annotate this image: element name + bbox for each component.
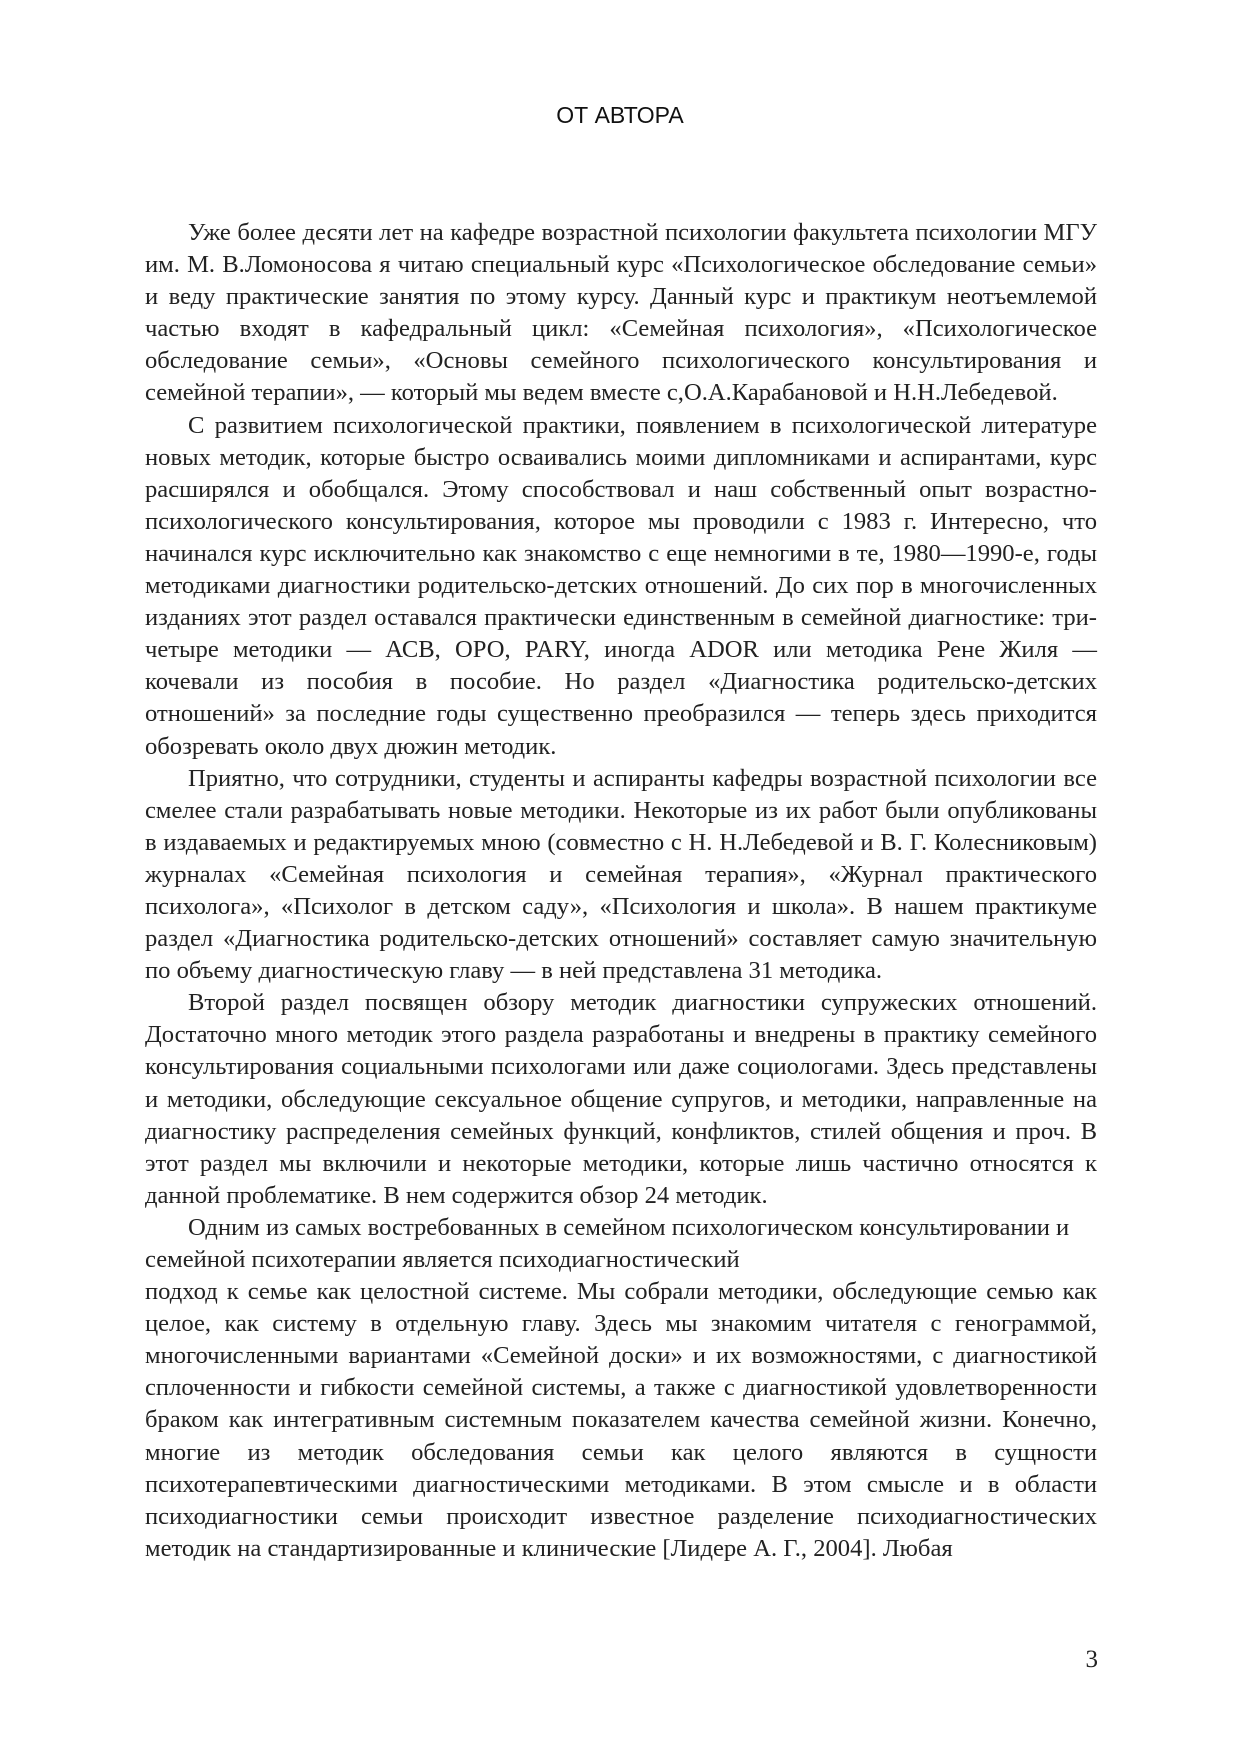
paragraph-1: Уже более десяти лет на кафедре возрастной психологии факультета психологии МГУ им. М. В.Ломоносова я читаю специальный курс «Психологическое обследование семьи» и веду практические занятия по этому курсу. Данный курс и практикум неотъемлемой частью входят в кафедральный цикл: «Семейная психология», «Психологическое обследование семьи», «Основы семейного психологического консультирования и семейной терапии», — который мы ведем вместе с,О.А.Карабановой и Н.Н.Лебедевой. xyxy=(145,219,1097,407)
paragraph-2: С развитием психологической практики, появлением в психологической литературе новых методик, которые быстро осваивались моими дипломниками и аспирантами, курс расширялся и обобщался. Этому способствовал и наш собственный опыт возрастно-психологического консультирования, которое мы проводили с 1983 г. Интересно, что начинался курс исключительно как знакомство с еще немногими в те, 1980—1990-е, годы методиками диагностики родительско-детских отношений. До сих пор в многочисленных изданиях этот раздел оставался практически единственным в семейной диагностике: три-четыре методики — АСВ, ОРО, PARY, иногда ADOR или методика Рене Жиля — кочевали из пособия в пособие. Но раздел «Диагностика родительско-детских отношений» за последние годы существенно преобразился — теперь здесь приходится обозревать около двух дюжин методик. xyxy=(145,411,1097,760)
paragraph-6: подход к семье как целостной системе. Мы собрали методики, обследующие семью как целое, как систему в отдельную главу. Здесь мы знакомим читателя с генограммой, многочисленными вариантами «Семейной доски» и их возможностями, с диагностикой сплоченности и гибкости семейной системы, а также с диагностикой удовлетворенности браком как интегративным системным показателем качества семейной жизни. Конечно, многие из методик обследования семьи как целого являются в сущности психотерапевтическими диагностическими методиками. В этом смысле и в области психодиагностики семьи происходит известное разделение психодиагностических методик на стандартизированные и клинические [Лидере А. Г., 2004]. Любая xyxy=(145,1278,1097,1562)
section-title: ОТ АВТОРА xyxy=(556,102,684,128)
page-number: 3 xyxy=(1085,1646,1098,1673)
body-text xyxy=(145,217,1097,1565)
paragraph-3: Приятно, что сотрудники, студенты и аспиранты кафедры возрастной психологии все смелее стали разрабатывать новые методики. Некоторые из их работ были опубликованы в издаваемых и редактируемых мною (совместно с Н. Н.Лебедевой и В. Г. Колесниковым) журналах «Семейная психология и семейная терапия», «Журнал практического психолога», «Психолог в детском саду», «Психология и школа». В нашем практикуме раздел «Диагностика родительско-детских отношений» составляет самую значительную по объему диагностическую главу — в ней представлена 31 методика. xyxy=(145,764,1097,985)
paragraph-5: Одним из самых востребованных в семейном психологическом консультировании и семейной психотерапии является психодиагностический xyxy=(145,1213,1070,1273)
paragraph-4: Второй раздел посвящен обзору методик диагностики супружеских отношений. Достаточно много методик этого раздела разработаны и внедрены в практику семейного консультирования социальными психологами или даже социологами. Здесь представлены и методики, обследующие сексуальное общение супругов, и методики, направленные на диагностику распределения семейных функций, конфликтов, стилей общения и проч. В этот раздел мы включили и некоторые методики, которые лишь частично относятся к данной проблематике. В нем содержится обзор 24 методик. xyxy=(145,989,1097,1209)
